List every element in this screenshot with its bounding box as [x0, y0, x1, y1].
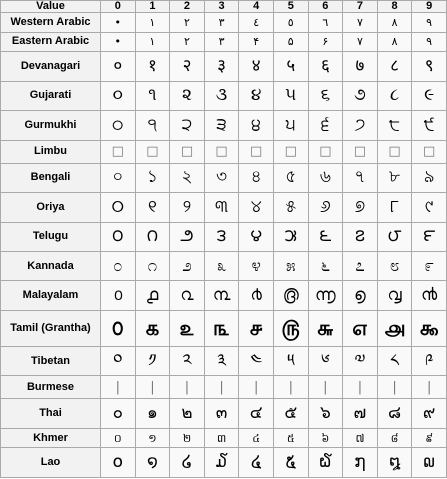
digit-cell: ౫	[273, 222, 308, 251]
digit-cell: □	[343, 140, 378, 163]
digit-cell: ٥	[273, 13, 308, 33]
digit-cell: □	[273, 140, 308, 163]
header-digit-0: 0	[101, 1, 136, 13]
table-row	[1, 346, 447, 375]
digit-cell: ۷	[343, 32, 378, 52]
digit-cell: ૦	[101, 81, 136, 110]
row-script-name: Gujarati	[1, 81, 101, 110]
row-script-name: Eastern Arabic	[1, 32, 101, 52]
digit-cell: ២	[170, 428, 205, 448]
row-script-name: Malayalam	[1, 281, 101, 310]
row-script-name: Burmese	[1, 376, 101, 399]
digit-cell: ۵	[273, 32, 308, 52]
header-digit-4: 4	[239, 1, 274, 13]
table-row	[1, 111, 447, 140]
digit-cell: ៨	[377, 428, 412, 448]
digit-cell: ๕	[273, 399, 308, 428]
digit-cell: ٧	[343, 13, 378, 33]
digit-cell: ౦	[101, 222, 136, 251]
digit-cell: ৩	[204, 163, 239, 192]
digit-cell: □	[412, 140, 447, 163]
digit-cell: ௭	[343, 310, 378, 346]
row-script-name: Telugu	[1, 222, 101, 251]
digit-cell: ૪	[239, 81, 274, 110]
digit-cell: ൧	[135, 281, 170, 310]
header-digit-7: 7	[343, 1, 378, 13]
digit-cell: ೫	[273, 252, 308, 281]
header-digit-9: 9	[412, 1, 447, 13]
digit-cell: ۱	[135, 32, 170, 52]
header-digit-6: 6	[308, 1, 343, 13]
digit-cell: ୮	[377, 193, 412, 222]
digit-cell: ౯	[412, 222, 447, 251]
table-row	[1, 428, 447, 448]
digit-cell: ୦	[101, 193, 136, 222]
digit-cell: ६	[308, 52, 343, 81]
table-row	[1, 222, 447, 251]
digit-cell: ۲	[170, 32, 205, 52]
digit-cell: ๖	[308, 399, 343, 428]
table-row	[1, 252, 447, 281]
digit-cell: ៥	[273, 428, 308, 448]
digit-cell: ༨	[377, 346, 412, 375]
digit-cell: ٦	[308, 13, 343, 33]
row-script-name: Devanagari	[1, 52, 101, 81]
table-row	[1, 32, 447, 52]
digit-cell: ૨	[170, 81, 205, 110]
digit-cell: □	[308, 140, 343, 163]
digit-cell: १	[135, 52, 170, 81]
digit-cell: ௨	[170, 310, 205, 346]
digit-cell: ໗	[343, 448, 378, 478]
digit-cell: ۹	[412, 32, 447, 52]
header-row	[1, 1, 447, 13]
digit-cell: ੩	[204, 111, 239, 140]
digit-cell: ൯	[412, 281, 447, 310]
digit-cell: ৭	[343, 163, 378, 192]
digit-cell: ೦	[101, 252, 136, 281]
row-script-name: Khmer	[1, 428, 101, 448]
digit-cell: |	[101, 376, 136, 399]
digit-cell: ៦	[308, 428, 343, 448]
digit-cell: ૬	[308, 81, 343, 110]
table-row	[1, 13, 447, 33]
digit-cell: |	[135, 376, 170, 399]
table-body	[1, 13, 447, 478]
row-script-name: Western Arabic	[1, 13, 101, 33]
table-row	[1, 81, 447, 110]
row-script-name: Thai	[1, 399, 101, 428]
digit-cell: ൩	[204, 281, 239, 310]
digit-cell: ۶	[308, 32, 343, 52]
digit-cell: ౨	[170, 222, 205, 251]
digit-cell: ୬	[308, 193, 343, 222]
header-digit-3: 3	[204, 1, 239, 13]
digit-cell: ൫	[273, 281, 308, 310]
table-row	[1, 281, 447, 310]
digit-cell: ༠	[101, 346, 136, 375]
digit-cell: ໐	[101, 448, 136, 478]
digit-cell: ๙	[412, 399, 447, 428]
digit-cell: ७	[343, 52, 378, 81]
digit-cell: ੧	[135, 111, 170, 140]
header-digit-8: 8	[377, 1, 412, 13]
row-script-name: Gurmukhi	[1, 111, 101, 140]
table-row	[1, 376, 447, 399]
digit-cell: |	[343, 376, 378, 399]
digit-cell: ൭	[343, 281, 378, 310]
digit-cell: ੦	[101, 111, 136, 140]
digit-cell: ౭	[343, 222, 378, 251]
digit-cell: ០	[101, 428, 136, 448]
digit-cell: ੭	[343, 111, 378, 140]
table-row	[1, 193, 447, 222]
row-script-name: Lao	[1, 448, 101, 478]
table-row	[1, 140, 447, 163]
digit-cell: ༣	[204, 346, 239, 375]
digit-cell: ໑	[135, 448, 170, 478]
digit-cell: ૯	[412, 81, 447, 110]
digit-cell: ௪	[239, 310, 274, 346]
digit-cell: ໔	[239, 448, 274, 478]
digit-cell: ٨	[377, 13, 412, 33]
digit-cell: ૩	[204, 81, 239, 110]
digit-cell: ੨	[170, 111, 205, 140]
header-digit-2: 2	[170, 1, 205, 13]
digit-cell: ๘	[377, 399, 412, 428]
digit-cell: ೯	[412, 252, 447, 281]
digit-cell: ૭	[343, 81, 378, 110]
digit-cell: ୪	[239, 193, 274, 222]
digit-cell: ২	[170, 163, 205, 192]
digit-cell: ༦	[308, 346, 343, 375]
digit-cell: ৫	[273, 163, 308, 192]
digit-cell: □	[101, 140, 136, 163]
digit-cell: ٩	[412, 13, 447, 33]
digit-cell: ௧	[135, 310, 170, 346]
digit-cell: |	[412, 376, 447, 399]
digit-cell: ۳	[204, 32, 239, 52]
digit-cell: ௫	[273, 310, 308, 346]
digit-cell: ๐	[101, 399, 136, 428]
digit-cell: ๒	[170, 399, 205, 428]
digit-cell: |	[273, 376, 308, 399]
digit-cell: ٤	[239, 13, 274, 33]
digit-cell: ೬	[308, 252, 343, 281]
digit-cell: ༤	[239, 346, 274, 375]
digit-cell: |	[377, 376, 412, 399]
digit-cell: ৪	[239, 163, 274, 192]
digit-cell: ೮	[377, 252, 412, 281]
digit-cell: ৯	[412, 163, 447, 192]
digit-cell: •	[101, 13, 136, 33]
digit-cell: ൮	[377, 281, 412, 310]
digit-cell: ໕	[273, 448, 308, 478]
digit-cell: ௬	[308, 310, 343, 346]
digit-cell: ೧	[135, 252, 170, 281]
digit-cell: ๑	[135, 399, 170, 428]
digit-cell: ౪	[239, 222, 274, 251]
digit-cell: ۸	[377, 32, 412, 52]
row-script-name: Tibetan	[1, 346, 101, 375]
digit-cell: ੪	[239, 111, 274, 140]
table-row	[1, 163, 447, 192]
digit-cell: ९	[412, 52, 447, 81]
digit-cell: ༧	[343, 346, 378, 375]
digit-cell: ০	[101, 163, 136, 192]
digit-cell: ௦	[101, 310, 136, 346]
digit-cell: ୯	[412, 193, 447, 222]
digit-cell: □	[377, 140, 412, 163]
digit-cell: ౧	[135, 222, 170, 251]
digit-cell: ༥	[273, 346, 308, 375]
digit-cell: ٢	[170, 13, 205, 33]
digit-cell: ៩	[412, 428, 447, 448]
digit-cell: ०	[101, 52, 136, 81]
digit-cell: •	[101, 32, 136, 52]
digit-cell: ੯	[412, 111, 447, 140]
digit-cell: ௮	[377, 310, 412, 346]
digit-cell: ໒	[170, 448, 205, 478]
digit-cell: |	[204, 376, 239, 399]
digit-cell: ൨	[170, 281, 205, 310]
digit-cell: ৮	[377, 163, 412, 192]
digit-cell: ୫	[273, 193, 308, 222]
digit-cell: ૧	[135, 81, 170, 110]
digit-cell: ௯	[412, 310, 447, 346]
digit-cell: ੮	[377, 111, 412, 140]
digit-cell: ๔	[239, 399, 274, 428]
digit-cell: ۴	[239, 32, 274, 52]
digit-cell: ३	[204, 52, 239, 81]
header-value-label: Value	[1, 1, 101, 13]
header-digit-1: 1	[135, 1, 170, 13]
digit-cell: □	[204, 140, 239, 163]
digit-cell: |	[308, 376, 343, 399]
digit-cell: □	[170, 140, 205, 163]
digit-cell: ೩	[204, 252, 239, 281]
digit-cell: ໖	[308, 448, 343, 478]
digit-cell: ୧	[135, 193, 170, 222]
digit-cell: ೨	[170, 252, 205, 281]
row-script-name: Bengali	[1, 163, 101, 192]
digit-cell: ៤	[239, 428, 274, 448]
digit-cell: ୭	[343, 193, 378, 222]
digit-cell: ١	[135, 13, 170, 33]
digit-cell: ౩	[204, 222, 239, 251]
digit-cell: ໘	[377, 448, 412, 478]
digit-cell: ១	[135, 428, 170, 448]
table-row	[1, 310, 447, 346]
digit-cell: |	[239, 376, 274, 399]
digit-cell: ১	[135, 163, 170, 192]
digit-cell: ៧	[343, 428, 378, 448]
header-digit-5: 5	[273, 1, 308, 13]
digit-cell: ๓	[204, 399, 239, 428]
digit-cell: ૫	[273, 81, 308, 110]
digit-cell: ໙	[412, 448, 447, 478]
digit-cell: ౮	[377, 222, 412, 251]
digit-cell: ௩	[204, 310, 239, 346]
table-row	[1, 399, 447, 428]
digit-cell: ൦	[101, 281, 136, 310]
digit-cell: ༡	[135, 346, 170, 375]
digit-cell: ൪	[239, 281, 274, 310]
digit-cell: ୨	[170, 193, 205, 222]
digit-cell: ៣	[204, 428, 239, 448]
digit-cell: ๗	[343, 399, 378, 428]
digit-cell: ੫	[273, 111, 308, 140]
digit-cell: ৬	[308, 163, 343, 192]
digit-cell: □	[135, 140, 170, 163]
digit-cell: ౬	[308, 222, 343, 251]
digit-cell: ༢	[170, 346, 205, 375]
row-script-name: Oriya	[1, 193, 101, 222]
digit-cell: |	[170, 376, 205, 399]
digit-cell: ൬	[308, 281, 343, 310]
table-row	[1, 448, 447, 478]
table-row	[1, 52, 447, 81]
digit-cell: ५	[273, 52, 308, 81]
digit-cell: ໓	[204, 448, 239, 478]
digit-cell: २	[170, 52, 205, 81]
digit-cell: ૮	[377, 81, 412, 110]
digit-cell: ४	[239, 52, 274, 81]
digit-cell: ੬	[308, 111, 343, 140]
digit-cell: ೪	[239, 252, 274, 281]
digit-cell: ୩	[204, 193, 239, 222]
row-script-name: Tamil (Grantha)	[1, 310, 101, 346]
digit-cell: ٣	[204, 13, 239, 33]
digit-cell: ८	[377, 52, 412, 81]
row-script-name: Limbu	[1, 140, 101, 163]
row-script-name: Kannada	[1, 252, 101, 281]
digit-cell: ೭	[343, 252, 378, 281]
digit-cell: □	[239, 140, 274, 163]
digit-cell: ༩	[412, 346, 447, 375]
